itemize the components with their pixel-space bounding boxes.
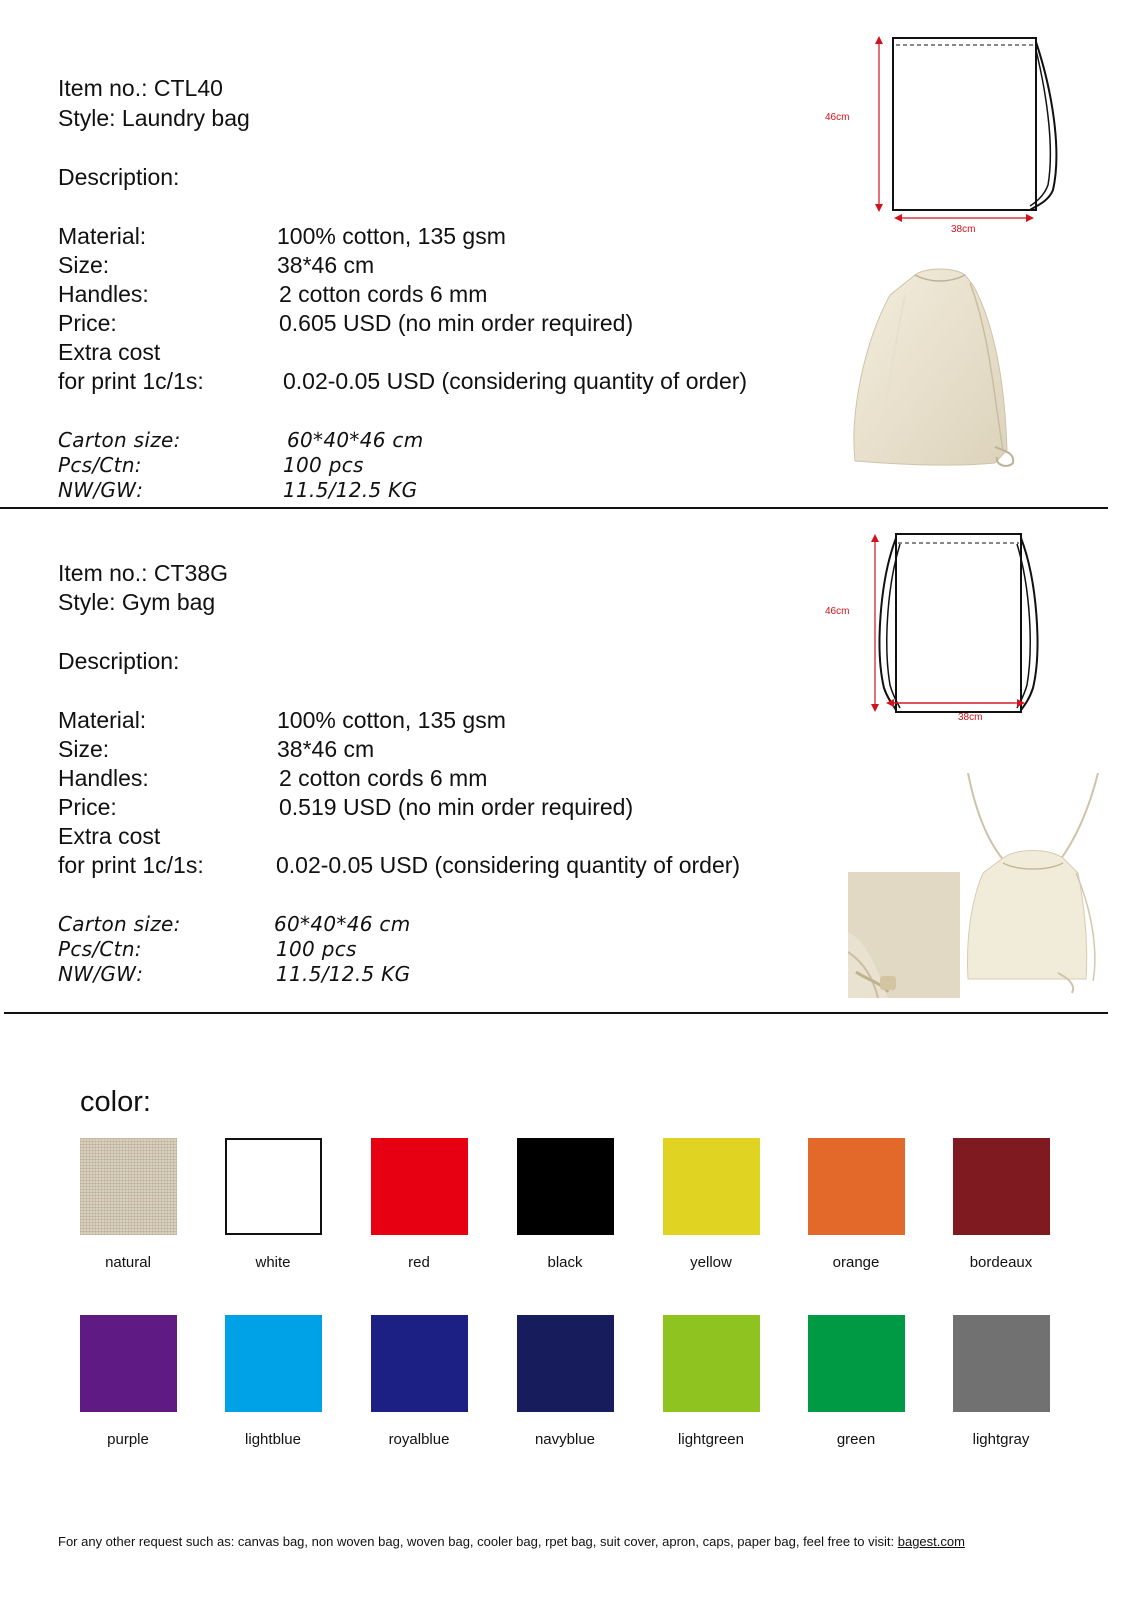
color-swatch-royalblue [371,1315,468,1412]
laundry-bag-dimension-diagram [840,30,1070,240]
spec-value: 2 cotton cords 6 mm [279,765,488,791]
color-swatch-label: white [255,1254,291,1271]
spec-value: 100% cotton, 135 gsm [277,223,506,249]
spec-label: Extra cost [58,823,161,849]
color-swatch-label: lightgray [972,1431,1030,1448]
item-style: Style: Laundry bag [58,105,250,131]
spec-label: Handles: [58,765,149,791]
color-swatch-label: black [547,1254,583,1271]
spec-label: Material: [58,223,147,249]
color-swatch-label: purple [107,1431,149,1448]
item-style: Style: Gym bag [58,589,216,615]
description-label: Description: [58,164,180,190]
spec-label: Price: [58,310,117,336]
carton-value: 100 pcs [276,937,357,961]
spec-label: for print 1c/1s: [58,852,204,878]
carton-value: 100 pcs [283,453,364,477]
color-swatch-natural [80,1138,177,1235]
fabric-closeup-photo [848,872,960,998]
color-swatch-label: green [836,1431,876,1448]
color-swatch-navyblue [517,1315,614,1412]
spec-value: 38*46 cm [277,252,375,278]
color-swatch-lightblue [225,1315,322,1412]
carton-label: Carton size: [58,912,181,936]
color-swatch-bordeaux [953,1138,1050,1235]
color-swatch-green [808,1315,905,1412]
spec-value: 38*46 cm [277,736,375,762]
spec-label: Price: [58,794,117,820]
carton-label: Pcs/Ctn: [58,453,142,477]
color-swatch-label: royalblue [388,1431,450,1448]
carton-value: 11.5/12.5 KG [276,962,411,986]
spec-value: 100% cotton, 135 gsm [277,707,506,733]
spec-value: 2 cotton cords 6 mm [279,281,488,307]
color-swatch-lightgreen [663,1315,760,1412]
gym-bag-dimension-diagram [840,530,1070,735]
spec-label: for print 1c/1s: [58,368,204,394]
spec-value: 0.02-0.05 USD (considering quantity of order) [283,368,748,394]
color-swatch-label: lightgreen [678,1431,744,1448]
color-swatch-label: bordeaux [969,1254,1033,1271]
spec-value: 0.605 USD (no min order required) [279,310,634,336]
color-swatch-label: orange [832,1254,880,1271]
spec-label: Handles: [58,281,149,307]
section-divider [0,507,1108,509]
color-swatch-purple [80,1315,177,1412]
color-swatch-red [371,1138,468,1235]
carton-value: 11.5/12.5 KG [283,478,418,502]
description-label: Description: [58,648,180,674]
carton-value: 60*40*46 cm [274,912,411,936]
footer-link[interactable]: bagest.com [897,1534,965,1549]
section-divider [4,1012,1108,1014]
spec-label: Material: [58,707,147,733]
color-swatch-label: natural [105,1254,151,1271]
color-swatch-label: lightblue [245,1431,301,1448]
color-swatch-black [517,1138,614,1235]
color-section-title: color: [80,1086,151,1118]
item-number: Item no.: CTL40 [58,75,223,101]
height-dimension-label: 46cm [825,606,850,617]
spec-label: Size: [58,252,110,278]
height-dimension-label: 46cm [825,112,850,123]
footer-text: For any other request such as: canvas bag, non woven bag, woven bag, cooler bag, rpet bag, suit cover, apron, caps, paper bag, feel free to visit: [58,1534,898,1549]
color-swatch-label: yellow [690,1254,732,1271]
spec-value: 0.02-0.05 USD (considering quantity of order) [276,852,741,878]
color-swatch-white [225,1138,322,1235]
spec-label: Size: [58,736,110,762]
carton-label: Pcs/Ctn: [58,937,142,961]
carton-label: Carton size: [58,428,181,452]
gym-bag-photo [948,773,1110,995]
color-swatch-yellow [663,1138,760,1235]
color-swatch-lightgray [953,1315,1050,1412]
footer-note [58,1534,965,1549]
carton-value: 60*40*46 cm [287,428,424,452]
spec-value: 0.519 USD (no min order required) [279,794,634,820]
width-dimension-label: 38cm [951,224,976,235]
width-dimension-label: 38cm [958,712,983,723]
color-swatch-label: red [408,1254,430,1271]
spec-label: Extra cost [58,339,161,365]
item-number: Item no.: CT38G [58,560,229,586]
color-swatch-orange [808,1138,905,1235]
carton-label: NW/GW: [58,478,144,502]
color-swatch-label: navyblue [534,1431,596,1448]
laundry-bag-photo [845,265,1035,480]
carton-label: NW/GW: [58,962,144,986]
